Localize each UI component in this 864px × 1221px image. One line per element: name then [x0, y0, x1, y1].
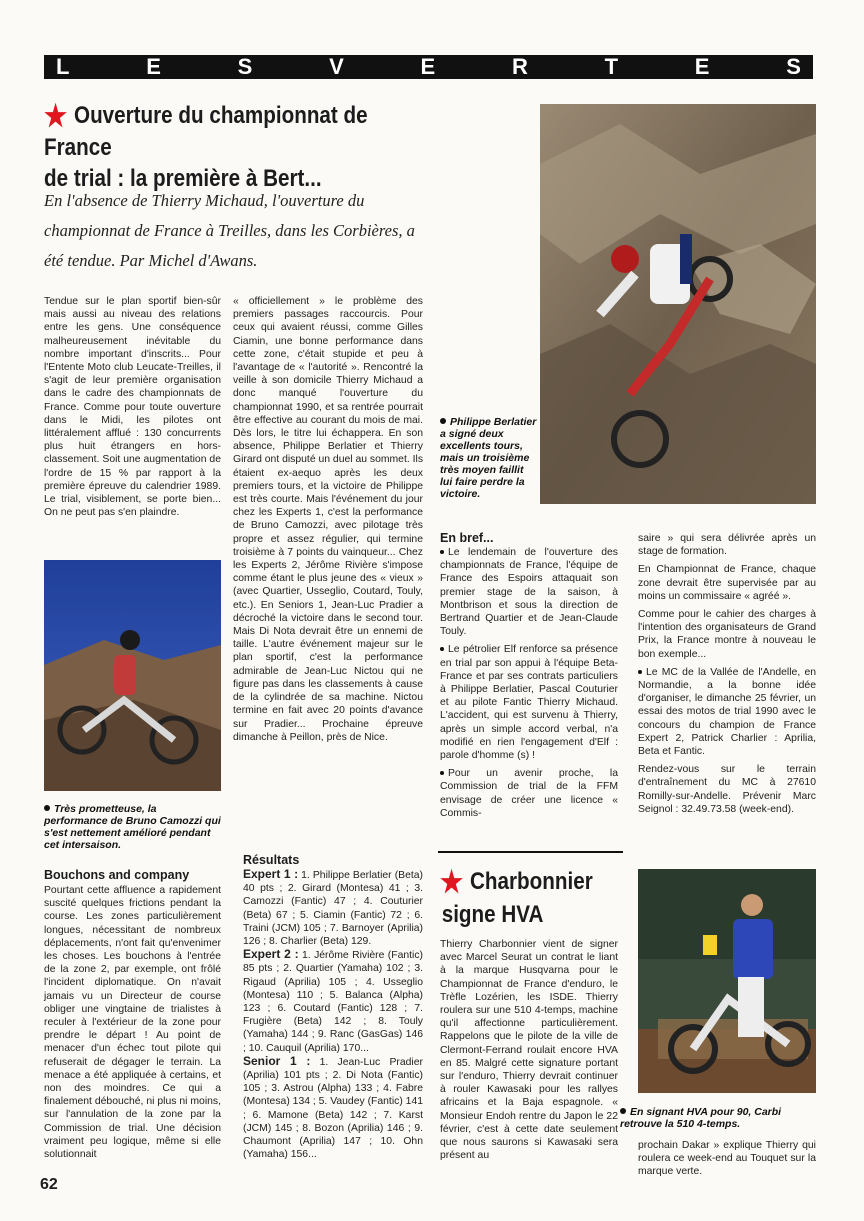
column-1-text: Tendue sur le plan sportif bien-sûr mais aussi au niveau des relations entre les gens. Une conséquence malheureusement inévitable du nombre important d'inscrits... Pour l'Entente Moto club Leucate-Treilles, il s'agit de leur première organisation dans le cadre des championnats de France. Comme pour toute ouverture dans le Midi, les pilotes ont littéralement afflué : 130 concurrents plus huit étrangers en hors-classement. Soit une augmentation de l'ordre de 15 % par rapport à la première épreuve du calendrier 1989. Le trial, visiblement, se porte bien... On ne peut pas s'en plaindre. — [44, 296, 221, 519]
subheading-resultats: Résultats — [243, 853, 300, 867]
result-text: 1. Jean-Luc Pradier (Aprilia) 101 pts ; 2. Di Nota (Fantic) 105 ; 3. Astrou (Alpha) 133 ; 4. Fabre (Montesa) 134 ; 5. Vaudey (Fantic) 141 ; 6. Mamone (Beta) 142 ; 7. Karst (JCM) 145 ; 8. Bozon (Aprilia) 146 ; 9. Chaumont (Aprilia) 147 ; 10. Ohn (Yamaha) 156... — [243, 1056, 424, 1161]
column-2-text: « officiellement » le problème des premiers passages raccourcis. Pour ceux qui avaient réussi, comme Gilles Ciamin, une bonne performance dans cette zone, c'était stupide et peu à l'avantage de « l'autorité ». Rencontré la veille à son domicile Thierry Michaud a donc manqué l'ouverture du championnat 1990, et sa rentrée pourrait être effective au courant du mois de mai. Dès lors, le titre lui échappera. En son absence, Philippe Berlatier et Thierry Girard ont disputé un duel au sommet. Ils étaient ex-aequo après les deux premiers tours, et la victoire de Philippe est très courte. Mais l'événement du jour chez les Experts 1, c'est la performance de Bruno Camozzi, avec pilotage très propre et assez régulier, qui termine troisième à 7 points du vainqueur... Chez les Experts 2, Jérôme Rivière s'impose comme étant le plus jeune des « vieux » (avec Quartier, Usseglio, Coutard, Touly, etc.). En Seniors 1, Jean-Luc Pradier a décroché la victoire dans le second tour. Mais Di Nota devrait être un ennemi de taille. L'autre événement majeur sur le plan sportif, c'est la performance admirable de Jean-Luc Nictou qui ne figure pas dans les classements à cause de la cylindrée de sa machine. Nictou termine en fait avec 20 points d'avance sur Pradier... Prochaine épreuve dimanche à Peillon, près de Nice. — [233, 296, 424, 743]
article-2-text-end: prochain Dakar » explique Thierry qui roulera ce week-end au Touquet sur la marque verte. — [638, 1140, 816, 1178]
result-category: Senior 1 : — [243, 1053, 311, 1068]
result-text: 1. Philippe Berlatier (Beta) 40 pts ; 2. Girard (Montesa) 41 ; 3. Camozzi (Fantic) 47 ; 4. Couturier (Beta) 67 ; 5. Ciamin (Fantic) 72 ; 6. Traini (JCM) 105 ; 7. Barnoyer (Aprilia) 126 ; 8. Charlier (Beta) 129. — [243, 870, 423, 948]
banner-letter: E — [694, 54, 710, 79]
article-2-rule — [438, 851, 623, 853]
subheading-bouchons: Bouchons and company — [44, 868, 190, 882]
en-bref-column-2 — [638, 532, 816, 821]
en-bref-column-1 — [440, 546, 618, 825]
bref-item: Pour un avenir proche, la Commission de trial de la FFM envisage de créer une licence « Commis- — [440, 768, 618, 819]
article-2-text: Thierry Charbonnier vient de signer avec Marcel Seurat un contrat le liant à la marque Husqvarna pour le Championnat de France d'enduro, le Trèfle Lozérien, les ISDE. Thierry roulera sur une 510 4-temps, machine qu'il affectionne particulièrement. Rappelons que le pilote de la ville de Clermont-Ferrand roulait encore HVA en 85. Malgré cette signature portant sur l'enduro, Thierry devrait continuer à rouler Kawasaki pour les rallyes africains et la Baja espagnole. « Monsieur Endoh rentre du Japon le 22 février, c'est à cette date seulement que nous saurons si Kawasaki sera présent au — [440, 939, 618, 1162]
section-banner — [44, 55, 813, 79]
result-entry — [243, 1055, 423, 1162]
bref-item: Le MC de la Vallée de l'Andelle, en Normandie, a la bonne idée d'organiser, le dimanche 25 février, un essai des motos de trial 1990 avec le concours du champion de France Expert 2, Patrick Charlier : Aprilia, Beta et Fantic. — [638, 666, 816, 758]
banner-letter: L — [56, 54, 70, 79]
banner-letter: V — [329, 54, 344, 79]
star-icon: ★ — [44, 100, 68, 133]
bref-item: saire » qui sera délivrée après un stage de formation. — [638, 533, 816, 558]
bouchons-text: Pourtant cette affluence a rapidement suscité quelques frictions pendant la course. Les zones particulièrement longues, nécessitant de nombreux déplacements, n'ont fait qu'envenimer les choses. Les bouchons à l'entrée de la zone 2, par exemple, ont frôlé l'incident diplomatique. On n'avait jamais vu un Directeur de course obliger une vingtaine de trialistes à reculer à l'extérieur de la zone pour prendre le départ ! Au point de menacer d'un échec tout pilote qui refuserait de dégager le terrain. La menace a été appliquée à certains, et non des moindres. Ce qui a finalement débouché, ni plus ni moins, sur l'annulation de la zone par la Commission de trial. Une décision vraiment peu logique, même si elle solutionnait — [44, 885, 221, 1161]
bullet-icon — [440, 550, 444, 554]
charbonnier-photo-caption: En signant HVA pour 90, Carbi retrouve la 510 4-temps. — [620, 1106, 782, 1130]
bullet-icon — [440, 771, 444, 775]
bullet-icon — [44, 805, 50, 811]
result-category: Expert 2 : — [243, 947, 299, 962]
banner-letter: T — [604, 54, 619, 79]
bullet-icon — [440, 647, 444, 651]
results-list — [243, 868, 423, 1161]
banner-letter: S — [237, 54, 253, 79]
bullet-icon — [620, 1108, 626, 1114]
banner-letter: R — [511, 54, 528, 79]
page-number: 62 — [40, 1176, 58, 1193]
banner-letter: E — [420, 54, 436, 79]
bullet-icon — [638, 670, 642, 674]
bullet-icon — [440, 418, 446, 424]
bref-item: Rendez-vous sur le terrain d'entraînement du MC à 27610 Romilly-sur-Andelle. Prévenir Marc Seignol : 32.49.73.58 (week-end). — [638, 764, 816, 815]
star-icon: ★ — [440, 866, 464, 899]
photo-caption-berlatier: Philippe Berlatier a signé deux excellents tours, mais un troisième très moyen faillit lui faire perdre la victoire. — [440, 416, 537, 500]
bref-item: Le pétrolier Elf renforce sa présence en trial par son appui à l'équipe Beta-France et par ses contrats particuliers à Philippe Berlatier, Pascal Couturier et au pilote Fantic Thierry Michaud. L'accident, qui est survenu à Thierry, après un simple accord verbal, n'a modifié en rien l'engagement d'Elf : parole d'homme (s) ! — [440, 644, 618, 762]
title-line-2: de trial : la première à Bert... — [44, 165, 322, 192]
bref-item: Comme pour le cahier des charges à l'intention des organisateurs de Grand Prix, la France montre à nouveau le bon exemple... — [638, 609, 816, 660]
article-title — [44, 100, 422, 194]
title-line-1: Ouverture du championnat de France — [44, 102, 368, 161]
banner-letter: S — [786, 54, 801, 79]
photo-caption-camozzi: Très prometteuse, la performance de Bruno Camozzi qui s'est nettement amélioré pendant cet intersaison. — [44, 803, 221, 851]
charbonnier-photo — [638, 869, 816, 1093]
article-2-title: ★ Charbonnier signe HVA — [440, 866, 593, 928]
result-category: Expert 1 : — [243, 867, 299, 881]
trial-photo-camozzi — [44, 560, 221, 791]
result-entry — [243, 948, 423, 1055]
bref-item: Le lendemain de l'ouverture des championnats de France, l'équipe de France des Espoirs attaquait son premier stage de la saison, à Montbrison et sous la direction de Bertrand Quartier et de Jean-Claude Touly. — [440, 547, 618, 638]
banner-letter: E — [146, 54, 161, 79]
result-entry — [243, 868, 423, 948]
article-column-1 — [44, 295, 221, 519]
trial-photo-berlatier — [540, 104, 816, 504]
bref-item: En Championnat de France, chaque zone devrait être supervisée par au moins un commissaire « agréé ». — [638, 564, 816, 602]
article-column-2 — [233, 295, 423, 744]
result-text: 1. Jérôme Rivière (Fantic) 85 pts ; 2. Quartier (Yamaha) 102 ; 3. Rigaud (Aprilia) 105 ; 4. Usseglio (Montesa) 110 ; 5. Balanca (Alpha) 123 ; 6. Coutard (Fantic) 128 ; 7. Frugière (Beta) 142 ; 8. Touly (Yamaha) 144 ; 9. Ranc (GasGas) 146 ; 10. Cauquil (Aprilia) 170... — [243, 950, 423, 1054]
subheading-en-bref: En bref... — [440, 531, 494, 545]
article-intro: En l'absence de Thierry Michaud, l'ouverture du championnat de France à Treilles, dans les Corbières, a été tendue. Par Michel d'Awans. — [44, 191, 415, 270]
